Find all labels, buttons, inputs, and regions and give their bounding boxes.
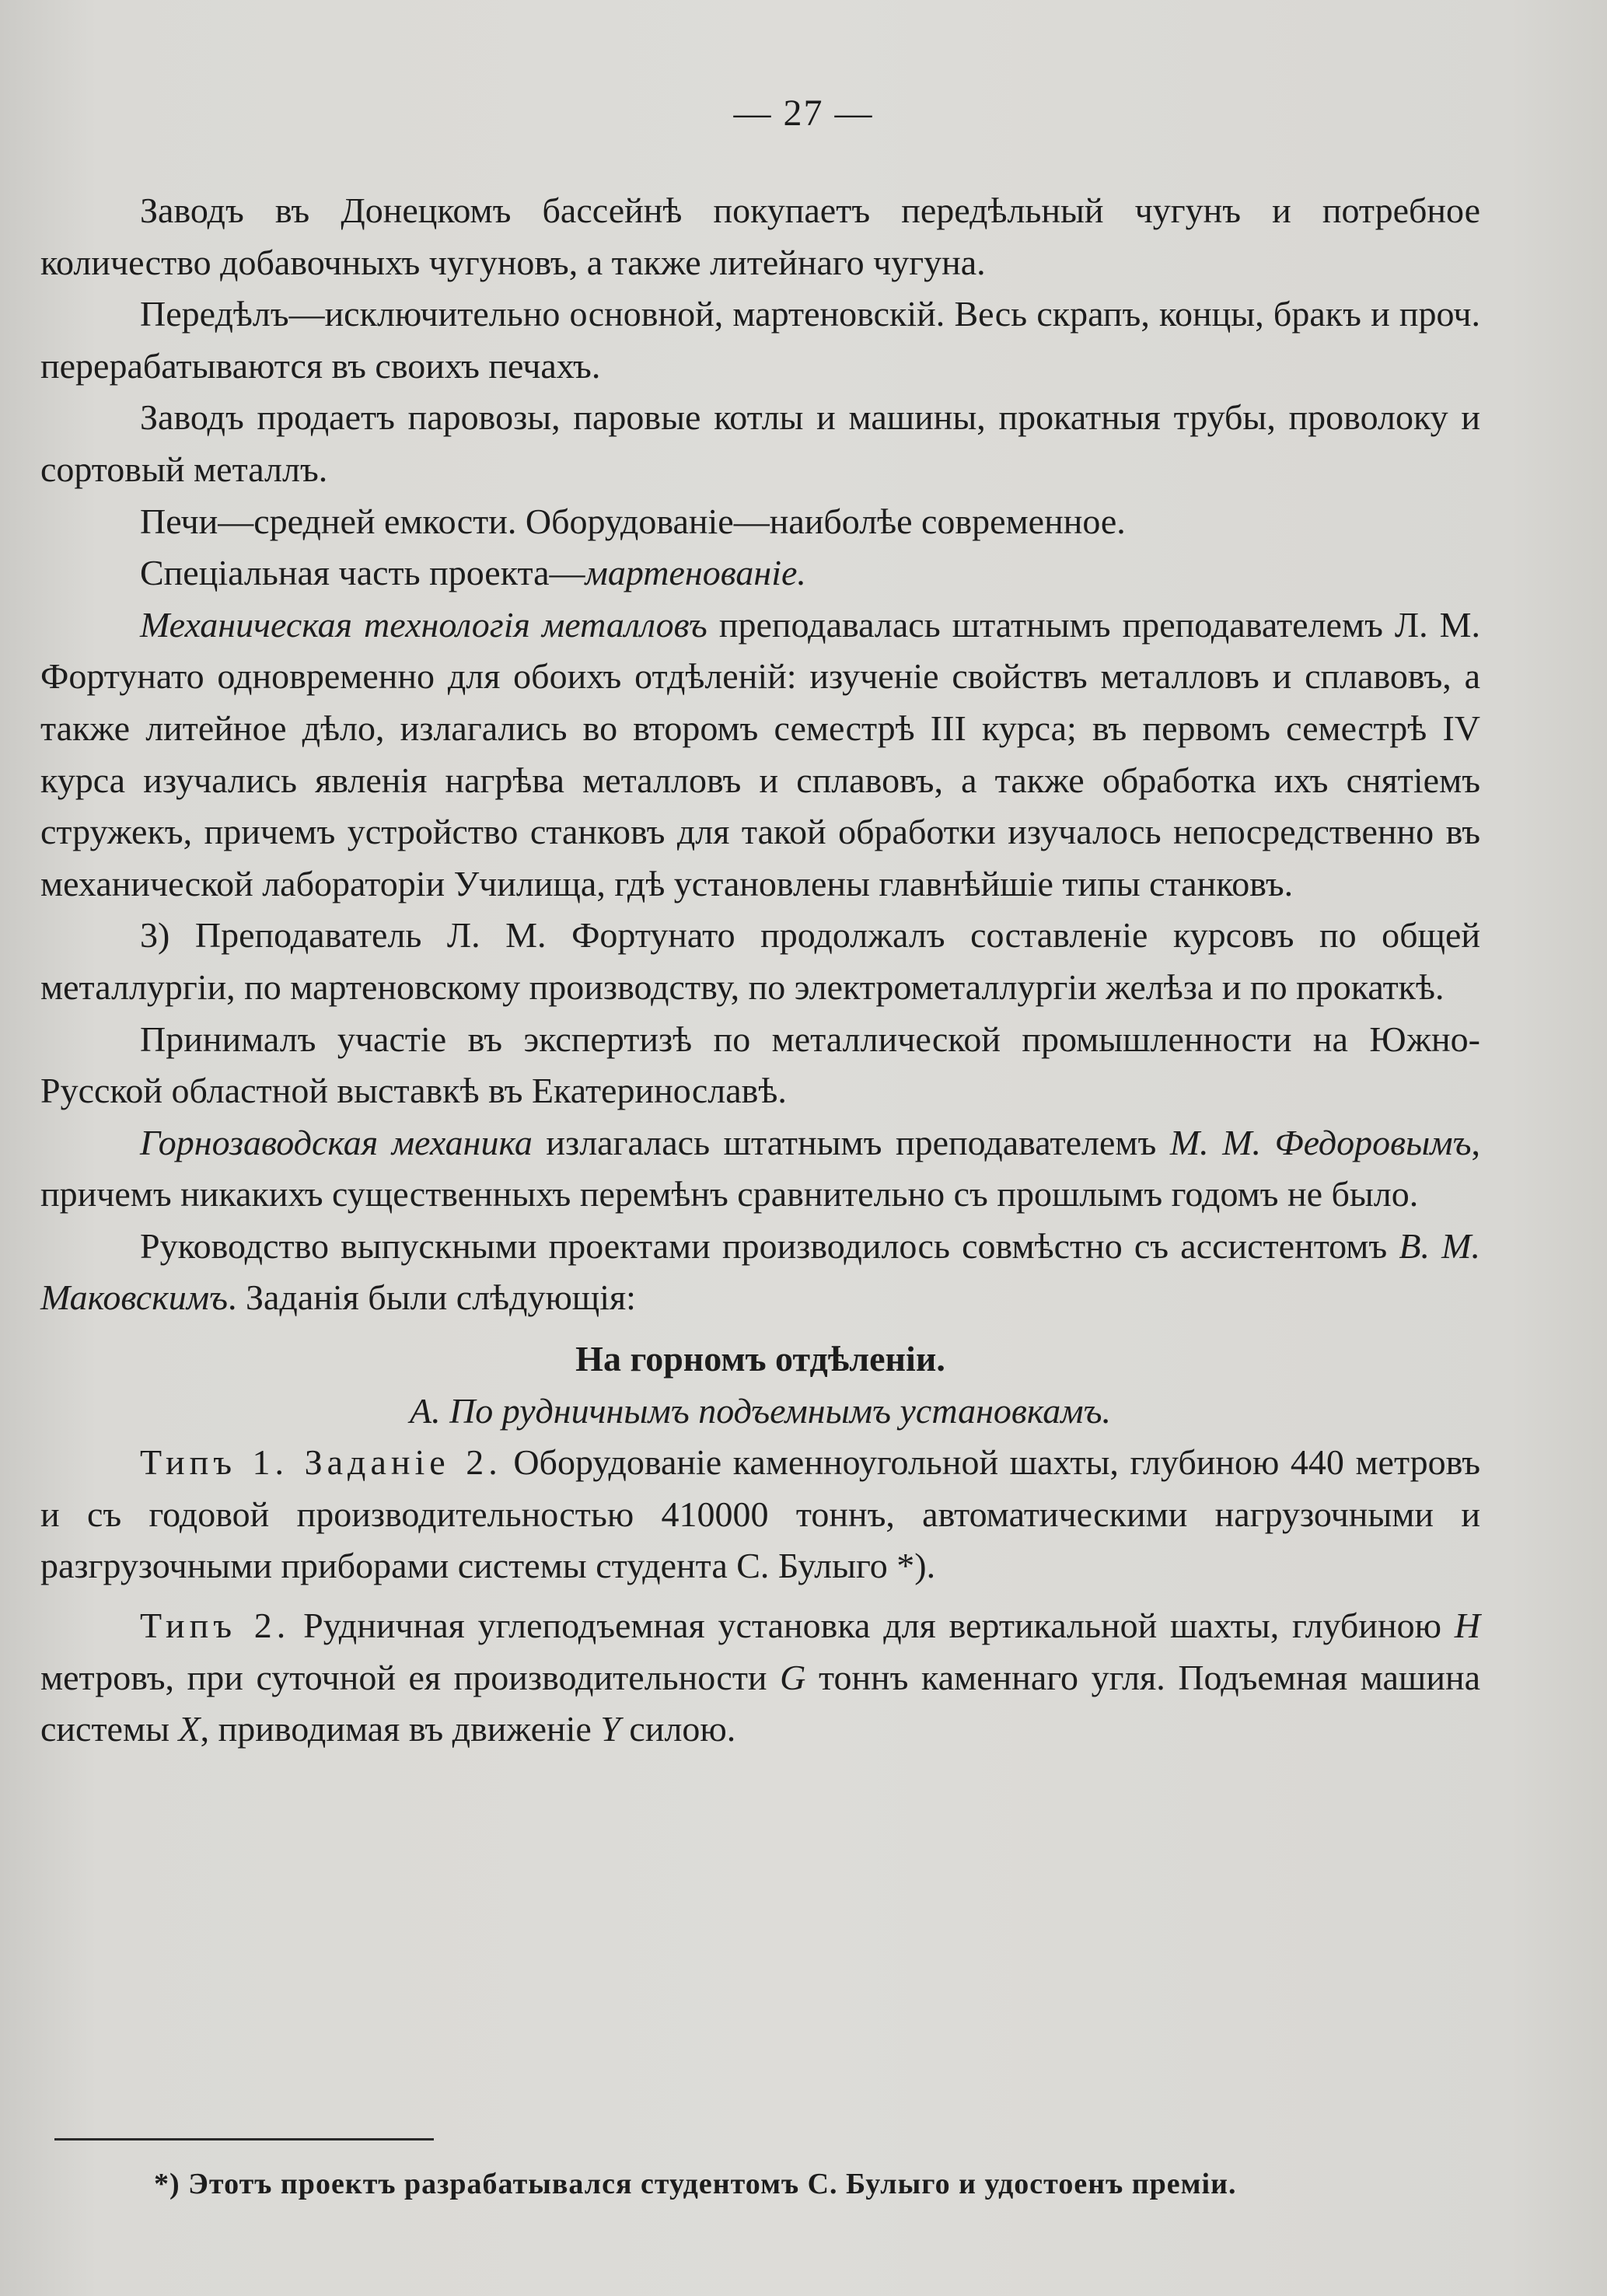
paragraph-text: преподавалась штатнымъ преподавателемъ Л. М. Фортунато одновременно для обоихъ отдѣленій: изученіе свойствъ металловъ и сплавовъ, а также литейное дѣло, излагались во второмъ семестрѣ III курса; въ первомъ семестрѣ IV курса изучались явленія нагрѣва металловъ и сплавовъ, а также обработка ихъ снятіемъ стружекъ, причемъ устройство станковъ для такой обработки изучалось непосредственно въ механической лабораторіи Училища, гдѣ установлены главнѣйшіе типы станковъ. — [40, 604, 1481, 903]
paragraph-text: 3) Преподаватель Л. М. Фортунато продолжалъ составленіе курсовъ по общей металлургіи, по мартеновскому производству, по электрометаллургіи желѣза и по прокаткѣ. — [40, 915, 1480, 1007]
paragraph — [40, 185, 1480, 288]
variable-x: X — [178, 1709, 201, 1749]
variable-h: H — [1454, 1606, 1480, 1646]
variable-g: G — [780, 1657, 806, 1697]
italic-term: мартенованіе. — [585, 553, 806, 593]
paragraph-text: Заводъ продаетъ паровозы, паровые котлы и машины, прокатныя трубы, проволоку и сортовый металлъ. — [40, 397, 1480, 489]
paragraph — [40, 910, 1480, 1013]
italic-term: Механическая технологія металловъ — [140, 604, 707, 645]
body-text — [40, 185, 1480, 1756]
footnote-rule — [54, 2138, 434, 2140]
type-text: метровъ, при суточной ея производительности — [40, 1657, 781, 1697]
page-number: — 27 — — [733, 93, 874, 134]
paragraph — [40, 1221, 1480, 1324]
paragraph-text: Спеціальная часть проекта— — [140, 553, 585, 593]
paragraph — [40, 496, 1480, 548]
variable-y: Y — [600, 1709, 620, 1749]
type-item — [40, 1437, 1480, 1592]
footnote-text: *) Этотъ проектъ разрабатывался студентомъ С. Булыго и удостоенъ преміи. — [154, 2168, 1237, 2200]
paragraph-text: Передѣлъ—исключительно основной, мартеновскій. Весь скрапъ, концы, бракъ и проч. перерабатываются въ своихъ печахъ. — [40, 294, 1480, 386]
paragraph — [40, 1117, 1480, 1221]
footnote — [54, 2161, 1508, 2207]
paragraph — [40, 392, 1480, 495]
section-heading: На горномъ отдѣленіи. — [575, 1339, 945, 1379]
type-item — [40, 1600, 1480, 1756]
paragraph — [40, 1014, 1480, 1117]
italic-name: В. М. Маковскимъ — [40, 1225, 1480, 1318]
italic-term: Горнозаводская механика — [140, 1122, 533, 1162]
type-text: силою. — [620, 1709, 736, 1749]
paragraph — [40, 599, 1480, 910]
type-text: Рудничная углеподъемная установка для вертикальной шахты, глубиною — [290, 1606, 1455, 1646]
paragraph-text: Печи—средней емкости. Оборудованіе—наиболѣе современное. — [140, 501, 1126, 541]
paragraph-text: Заводъ въ Донецкомъ бассейнѣ покупаетъ передѣльный чугунъ и потребное количество добавочныхъ чугуновъ, а также литейнаго чугуна. — [40, 190, 1480, 282]
paragraph-text: , причемъ никакихъ существенныхъ перемѣнъ сравнительно съ прошлымъ годомъ не было. — [40, 1122, 1480, 1214]
type-label: Типъ 1. Заданіе 2. — [140, 1442, 502, 1483]
subsection-heading: А. По рудничнымъ подъемнымъ установкамъ. — [409, 1390, 1111, 1431]
type-text: тоннъ каменнаго угля. Подъемная машина системы — [40, 1657, 1480, 1749]
type-label: Типъ 2. — [140, 1606, 291, 1646]
paragraph — [40, 547, 1480, 599]
paragraph-text: Руководство выпускными проектами производилось совмѣстно съ ассистентомъ — [140, 1225, 1399, 1266]
paragraph-text: Принималъ участіе въ экспертизѣ по металлической промышленности на Южно-Русской областной выставкѣ въ Екатеринославѣ. — [40, 1019, 1480, 1111]
type-text: , приводимая въ движеніе — [200, 1709, 601, 1749]
type-text: Оборудованіе каменноугольной шахты, глубиною 440 метровъ и съ годовой производительностью 410000 тоннъ, автоматическими нагрузочными и разгрузочными приборами системы студента С. Булыго *). — [40, 1442, 1480, 1586]
paragraph — [40, 288, 1480, 392]
italic-name: М. М. Федоровымъ — [1169, 1122, 1472, 1162]
paragraph-text: излагалась штатнымъ преподавателемъ — [532, 1122, 1170, 1162]
paragraph-text: . Заданія были слѣдующія: — [227, 1277, 636, 1318]
